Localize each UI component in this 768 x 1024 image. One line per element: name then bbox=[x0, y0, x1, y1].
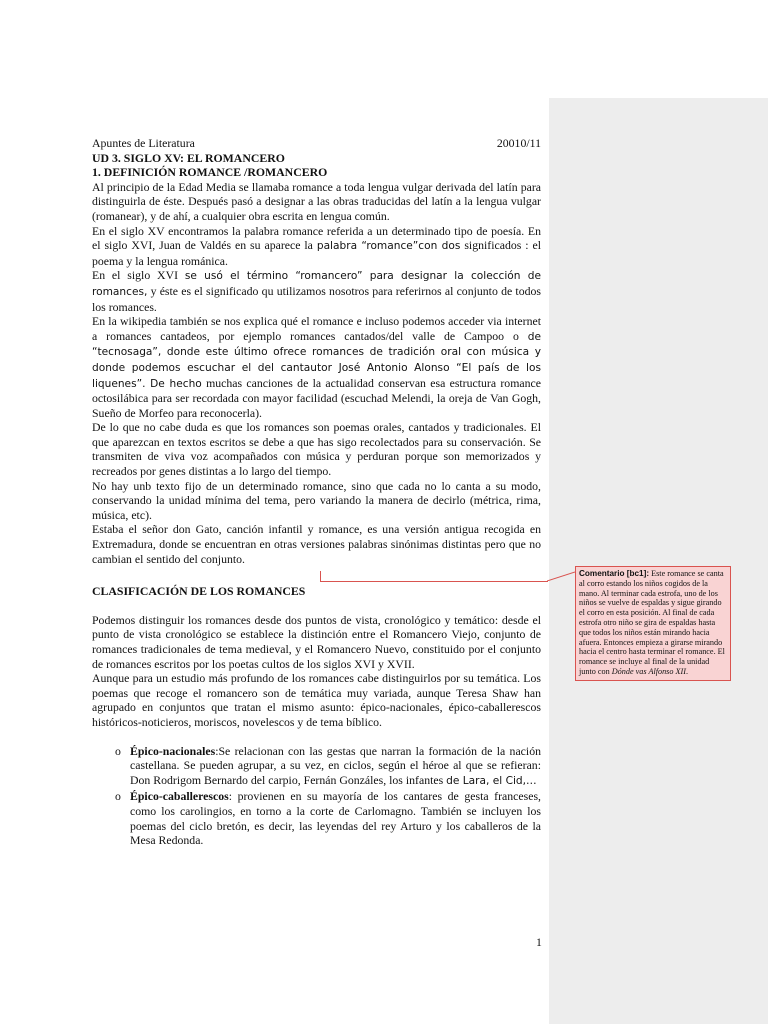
highlight-text: se usó el término “romancero” para designar la colección de romances, bbox=[92, 270, 541, 298]
comment-text: Este romance se canta al corro estando los niños cogidos de la mano. Al terminar cada estrofa, uno de los niños se vuelve de espaldas y sigue girando el corro en esta posición. Al final de cada estrofa otro niño se gira de espaldas hasta que todos los niños están mirando hacia afuera. Entonces empieza a girarse mirando hacia el centro hasta terminar el romance. El romance se incluye al final de la unidad junto con bbox=[579, 569, 725, 676]
highlight-text: de Lara, el Cid,… bbox=[446, 774, 537, 787]
paragraph: En el siglo XV encontramos la palabra romance referida a un determinado tipo de poesía. En el siglo XVI, Juan de Valdés en su aparece la palabra “romance”con dos significados : el poema y la lengua románica. bbox=[92, 223, 541, 268]
highlight-text: palabra “romance”con dos bbox=[316, 240, 461, 253]
list-item-term: Épico-nacionales bbox=[130, 743, 216, 758]
paragraph: En la wikipedia también se nos explica qué el romance e incluso podemos acceder via internet a romances cantadeos, por ejemplo romances cantados/del valle de Campoo o de “tecnosaga”, donde este último ofrece romances de tradición oral con música y donde podemos escuchar el del cantautor José Antonio Alonso “El país de los liquenes”. De hecho muchas canciones de la actualidad conservan esa estructura romance octosilábica para ser recordada con mayor facilidad (escuchad Melendi, la oreja de Van Gogh, Sueño de Morfeo para reconocerla). bbox=[92, 314, 541, 420]
section-heading-definition: 1. DEFINICIÓN ROMANCE /ROMANCERO bbox=[92, 165, 328, 180]
highlight-text: de “tecnosaga”, donde este último ofrece romances de tradición oral con música y donde podemos escuchar el del cantautor José Antonio Alonso “El país de los liquenes”. De hecho bbox=[92, 330, 541, 390]
comment-balloon[interactable]: Comentario [bc1]: Este romance se canta al corro estando los niños cogidos de la mano. Al terminar cada estrofa, uno de los niños se vuelve de espaldas y sigue girando el corro en esta posición. Al final de cada estrofa otro niño se gira de espaldas hasta que todos los niños están mirando hacia afuera. Entonces empieza a girarse mirando hacia el centro hasta terminar el romance. El romance se incluye al final de la unidad junto con Dónde vas Alfonso XII. bbox=[575, 566, 731, 681]
page-number: 1 bbox=[536, 935, 542, 949]
comment-label: Comentario [bc1]: bbox=[579, 569, 650, 578]
paragraph: Podemos distinguir los romances desde dos puntos de vista, cronológico y temático: desde el punto de vista cronológico se establece la distinción entre el Romancero Viejo, conjunto de romances tradicionales de tema medieval, y el Romancero Nuevo, constituido por el conjunto de romances escritos por los poetas cultos de los siglos XVI y XVII. bbox=[92, 612, 541, 671]
list-item: o Épico-caballerescos: provienen en su mayoría de los cantares de gesta franceses, como los carolingios, en torno a la corte de Carlomagno. También se incluyen los poemas del ciclo bretón, es decir, las leyendas del rey Arturo y los caballeros de la Mesa Redonda. bbox=[115, 789, 541, 848]
comment-anchor-tick bbox=[320, 571, 321, 581]
comment-connector bbox=[547, 571, 575, 581]
paragraph: En el siglo XVI se usó el término “romancero” para designar la colección de romances, y éste es el significado qu utilizamos nosotros para referirnos al conjunto de todos los romances. bbox=[92, 268, 541, 314]
paragraph-commented[interactable]: Estaba el señor don Gato, canción infantil y romance, es una versión antigua recogida en Extremadura, donde se encuentran en otras versiones palabras sinónimas distintas pero que no cambian el sentido del conjunto. bbox=[92, 522, 541, 566]
list-item-term: Épico-caballerescos bbox=[130, 789, 229, 804]
header-year: 20010/11 bbox=[496, 136, 541, 150]
bullet-marker: o bbox=[115, 743, 121, 758]
header-course: Apuntes de Literatura bbox=[92, 136, 195, 150]
document-body bbox=[92, 136, 541, 849]
list-item: o Épico-nacionales:Se relacionan con las gestas que narran la formación de la nación castellana. Se pueden agrupar, a su vez, en ciclos, según el héroe al que se refieran: Don Rodrigom Bernardo del carpio, Fernán Gonzáles, los infantes de Lara, el Cid,… bbox=[115, 743, 541, 787]
genre-list bbox=[92, 744, 541, 848]
bullet-marker: o bbox=[115, 789, 121, 804]
comments-margin-pane bbox=[549, 98, 768, 1024]
page-header bbox=[92, 136, 541, 151]
section-heading-classification: CLASIFICACIÓN DE LOS ROMANCES bbox=[92, 584, 306, 599]
paragraph: No hay unb texto fijo de un determinado romance, sino que cada no lo canta a su modo, conservando la unidad mínima del tema, pero variando la manera de decirlo (métrica, rima, música, etc). bbox=[92, 478, 541, 522]
paragraph: De lo que no cabe duda es que los romances son poemas orales, cantados y tradicionales. El que aparezcan en textos escritos se debe a que has sigo recolectados para su conservación. Se transmiten de viva voz acompañados con música y perduran porque son memorizados y recreados por genes distintas a lo largo del tiempo. bbox=[92, 420, 541, 479]
unit-title: UD 3. SIGLO XV: EL ROMANCERO bbox=[92, 150, 285, 165]
comment-anchor-line bbox=[320, 581, 548, 582]
paragraph: Al principio de la Edad Media se llamaba romance a toda lengua vulgar derivada del latín para distinguirla de éste. Después pasó a designar a las obras traducidas del latín a la lengua vulgar (romanear), y de ahí, a cualquier obra escrita en lengua común. bbox=[92, 179, 541, 223]
paragraph: Aunque para un estudio más profundo de los romances cabe distinguirlos por su temática. Los poemas que recoge el romancero son de temática muy variada, aunque Teresa Shaw han agrupado en conjuntos que tratan el mismo asunto: épico-nacionales, épico-caballerescos históricos-noticieros, moriscos, novelescos y de tema bíblico. bbox=[92, 671, 541, 729]
comment-song-title: Dónde vas Alfonso XII bbox=[611, 666, 686, 676]
